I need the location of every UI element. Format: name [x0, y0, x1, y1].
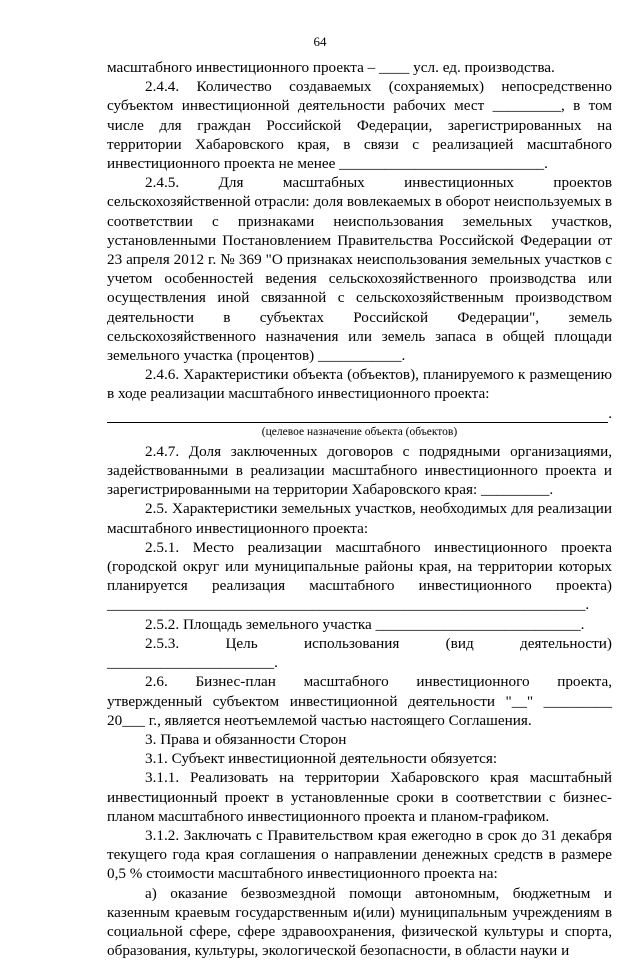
paragraph-2-4-7: 2.4.7. Доля заключенных договоров с подрядными организациями, задействованными в реализации масштабного инвестиционного проекта и зарегистрированными на территории Хабаровского края: _________. [107, 442, 612, 499]
paragraph-2-4-3-end: масштабного инвестиционного проекта – ____ усл. ед. производства. [107, 59, 555, 76]
paragraph-2-4-4: 2.4.4. Количество создаваемых (сохраняемых) непосредственно субъектом инвестиционной деятельности рабочих мест _________, в том числе для граждан Российской Федерации, зарегистрированных на территории Хабаровского края, в связи с реализацией масштабного инвестиционного проекта не менее ___________________________. [107, 78, 612, 173]
paragraph-2-5-2: 2.5.2. Площадь земельного участка ___________________________. [145, 615, 585, 633]
section-heading-3: 3. Права и обязанности Сторон [145, 730, 347, 748]
paragraph-3-1-1: 3.1.1. Реализовать на территории Хабаровского края масштабный инвестиционный проект в установленные сроки в соответствии с бизнес-планом масштабного инвестиционного проекта и планом-графиком. [107, 769, 612, 825]
paragraph-3-1: 3.1. Субъект инвестиционной деятельности обязуется: [145, 750, 498, 768]
blank-rule [107, 407, 608, 423]
paragraph-a: а) оказание безвозмездной помощи автономным, бюджетным и казенным краевым государственным и(или) муниципальным учреждениям в социальной сфере, сфере здравоохранения, физической культуры и спорта, образования, культуры, экологической безопасности, в области науки и [107, 884, 612, 960]
paragraph-2-5-3: 2.5.3. Цель использования (вид деятельности) ______________________. [107, 634, 612, 672]
line-end-period: . [608, 404, 612, 422]
paragraph-2-5-1: 2.5.1. Место реализации масштабного инвестиционного проекта (городской округ или муниципальные районы края, на территории которых планируется реализация масштабного инвестиционного проекта) _______________________________________________________________. [107, 538, 612, 614]
page-number: 64 [313, 34, 327, 49]
fill-in-line-2-4-6 [107, 404, 612, 423]
field-caption: (целевое назначение объекта (объектов) [261, 425, 458, 438]
paragraph-2-5: 2.5. Характеристики земельных участков, необходимых для реализации масштабного инвестиционного проекта: [107, 500, 612, 537]
paragraph-2-4-6: 2.4.6. Характеристики объекта (объектов), планируемого к размещению в ходе реализации масштабного инвестиционного проекта: [107, 366, 612, 403]
paragraph-2-6: 2.6. Бизнес-план масштабного инвестиционного проекта, утвержденный субъектом инвестиционной деятельности "__" _________ 20___ г., является неотъемлемой частью настоящего Соглашения. [107, 673, 612, 729]
document-body [107, 58, 612, 960]
paragraph-2-4-5: 2.4.5. Для масштабных инвестиционных проектов сельскохозяйственной отрасли: доля вовлекаемых в оборот неиспользуемых в соответствии с признаками неиспользования земельных участков, установленными Постановлением Правительства Российской Федерации от 23 апреля 2012 г. № 369 "О признаках неиспользования земельных участков с учетом особенностей ведения сельскохозяйственного производства или осуществления иной связанной с сельскохозяйственным производством деятельности в субъектах Российской Федерации", земель сельскохозяйственного назначения или земель запаса в общей площади земельного участка (процентов) ___________. [107, 174, 612, 365]
paragraph-3-1-2: 3.1.2. Заключать с Правительством края ежегодно в срок до 31 декабря текущего года края соглашения о направлении денежных средств в размере 0,5 % стоимости масштабного инвестиционного проекта на: [107, 826, 612, 883]
